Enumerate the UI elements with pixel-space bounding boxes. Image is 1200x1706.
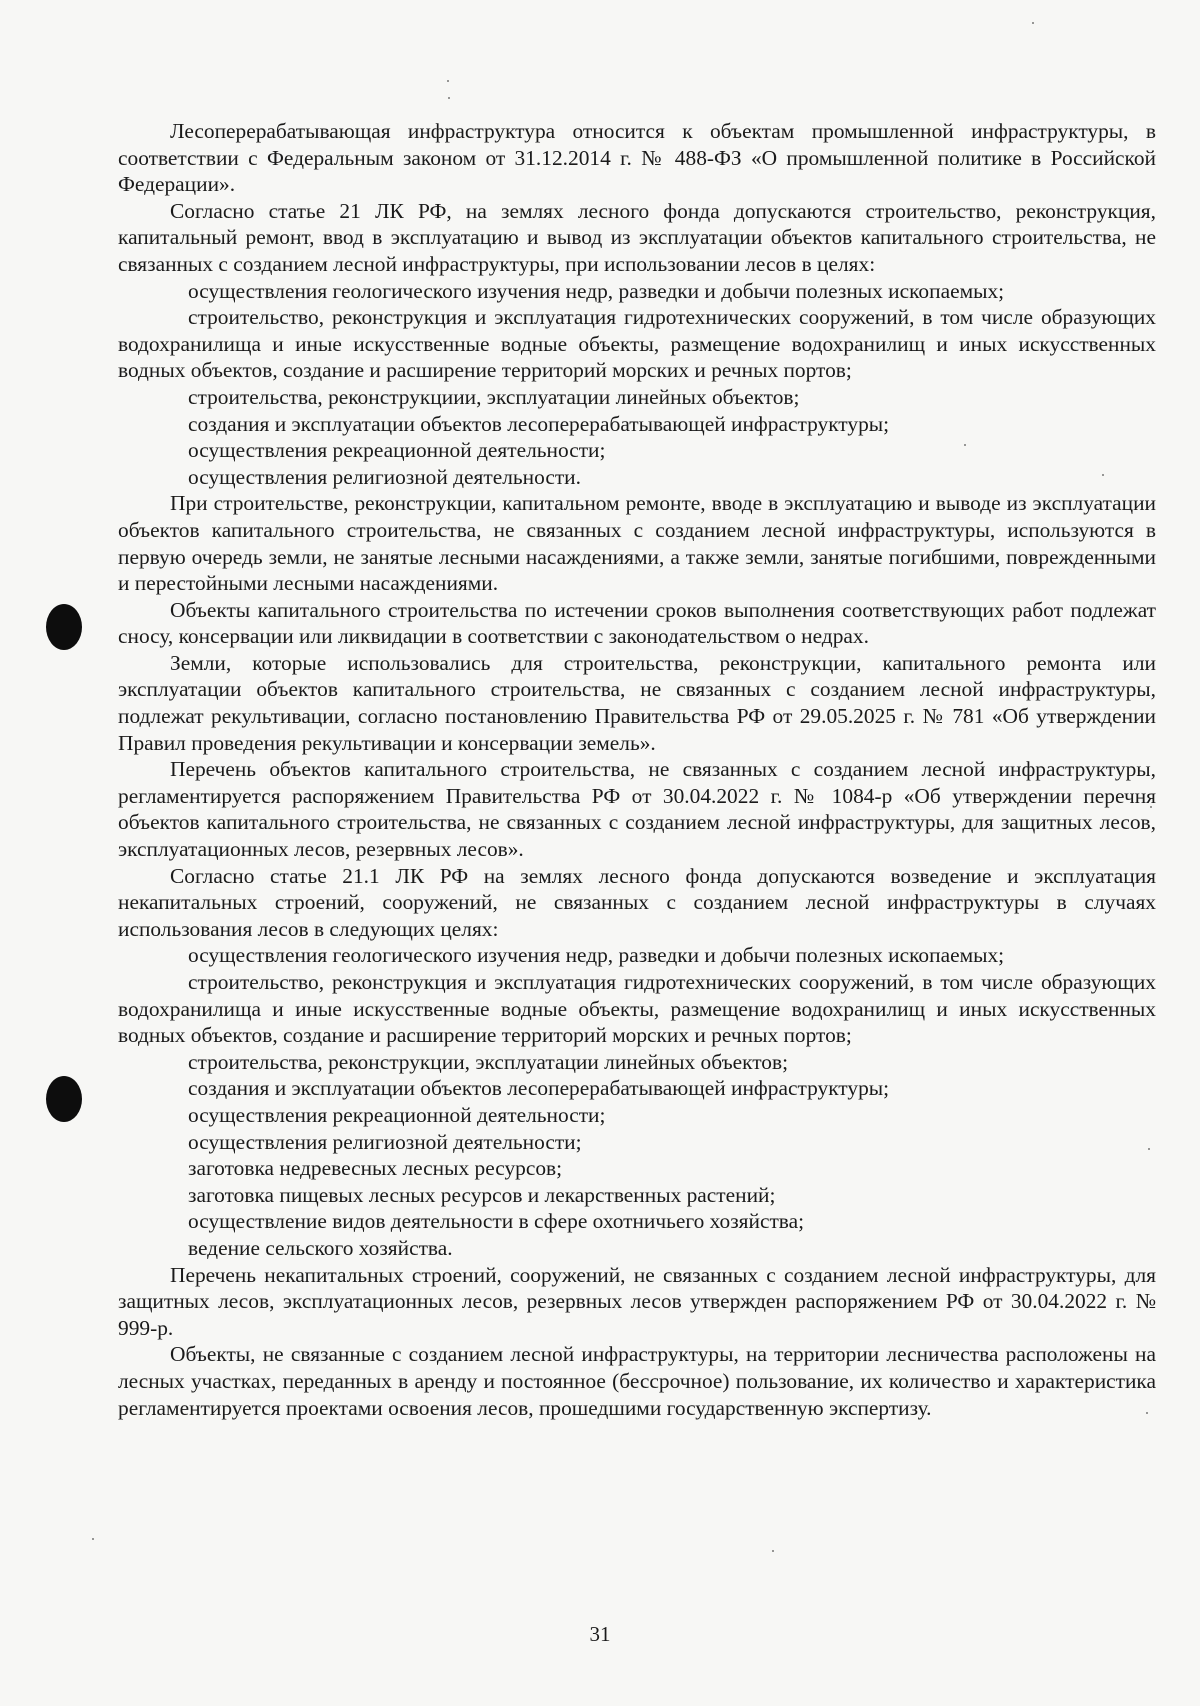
- paragraph: Согласно статье 21.1 ЛК РФ на землях лесного фонда допускаются возведение и эксплуатация некапитальных строений, сооружений, не связанных с созданием лесной инфраструктуры в случаях использования лесов в следующих целях:: [118, 863, 1156, 941]
- paragraph: При строительстве, реконструкции, капитальном ремонте, вводе в эксплуатацию и выводе из эксплуатации объектов капитального строительства, не связанных с созданием лесной инфраструктуры, используются в первую очередь земли, не занятые лесными насаждениями, а также земли, занятые погибшими, поврежденными и перестойными лесными насаждениями.: [118, 491, 1156, 596]
- list-item: создания и эксплуатации объектов лесоперерабатывающей инфраструктуры;: [188, 1076, 890, 1101]
- scan-speck: [448, 97, 450, 99]
- punch-hole: [46, 1076, 82, 1122]
- list-item: строительство, реконструкция и эксплуатация гидротехнических сооружений, в том числе образующих водохранилища и иные искусственные водные объекты, размещение водохранилищ и иных искусственных водных объектов, создание и расширение территорий морских и речных портов;: [118, 305, 1156, 383]
- list-item: осуществление видов деятельности в сфере охотничьего хозяйства;: [188, 1209, 805, 1234]
- page-number: 31: [589, 1622, 611, 1646]
- list-item: заготовка недревесных лесных ресурсов;: [188, 1156, 563, 1181]
- scan-speck: [772, 1550, 774, 1552]
- list-item: ведение сельского хозяйства.: [188, 1235, 453, 1260]
- list-item: создания и эксплуатации объектов лесоперерабатывающей инфраструктуры;: [188, 411, 890, 436]
- list-item: осуществления религиозной деятельности;: [188, 1129, 582, 1154]
- list-item: осуществления геологического изучения недр, разведки и добычи полезных ископаемых;: [188, 278, 1005, 303]
- paragraph: Земли, которые использовались для строительства, реконструкции, капитального ремонта или эксплуатации объектов капитального строительства, не связанных с созданием лесной инфраструктуры, подлежат рекультивации, согласно постановлению Правительства РФ от 29.05.2025 г. № 781 «Об утверждении Правил проведения рекультивации и консервации земель».: [118, 650, 1156, 755]
- scan-speck: [447, 80, 449, 82]
- paragraph: Перечень объектов капитального строительства, не связанных с созданием лесной инфраструктуры, регламентируется распоряжением Правительства РФ от 30.04.2022 г. № 1084-р «Об утверждении перечня объектов капитального строительства, не связанных с созданием лесной инфраструктуры, для защитных лесов, эксплуатационных лесов, резервных лесов».: [118, 757, 1156, 862]
- list-item: строительство, реконструкция и эксплуатация гидротехнических сооружений, в том числе образующих водохранилища и иные искусственные водные объекты, размещение водохранилищ и иных искусственных водных объектов, создание и расширение территорий морских и речных портов;: [118, 970, 1156, 1048]
- document-body: [118, 118, 1156, 1421]
- paragraph: Объекты, не связанные с созданием лесной инфраструктуры, на территории лесничества расположены на лесных участках, переданных в аренду и постоянное (бессрочное) пользование, их количество и характеристика регламентируется проектами освоения лесов, прошедшими государственную экспертизу.: [118, 1342, 1156, 1420]
- list-item: осуществления рекреационной деятельности;: [188, 1102, 606, 1127]
- list-item: заготовка пищевых лесных ресурсов и лекарственных растений;: [188, 1182, 776, 1207]
- scan-speck: [92, 1538, 94, 1540]
- list-item: осуществления религиозной деятельности.: [188, 464, 581, 489]
- paragraph: Перечень некапитальных строений, сооружений, не связанных с созданием лесной инфраструктуры, для защитных лесов, эксплуатационных лесов, резервных лесов утвержден распоряжением РФ от 30.04.2022 г. № 999-р.: [118, 1262, 1156, 1340]
- list-item: осуществления геологического изучения недр, разведки и добычи полезных ископаемых;: [188, 943, 1005, 968]
- paragraph: Лесоперерабатывающая инфраструктура относится к объектам промышленной инфраструктуры, в соответствии с Федеральным законом от 31.12.2014 г. № 488-ФЗ «О промышленной политике в Российской Федерации».: [118, 119, 1156, 197]
- punch-hole: [46, 604, 82, 650]
- list-item: строительства, реконструкции, эксплуатации линейных объектов;: [188, 1049, 789, 1074]
- list-item: осуществления рекреационной деятельности;: [188, 438, 606, 463]
- paragraph: Согласно статье 21 ЛК РФ, на землях лесного фонда допускаются строительство, реконструкция, капитальный ремонт, ввод в эксплуатацию и вывод из эксплуатации объектов капитального строительства, не связанных с созданием лесной инфраструктуры, при использовании лесов в целях:: [118, 198, 1156, 276]
- scan-speck: [1032, 22, 1034, 24]
- paragraph: Объекты капитального строительства по истечении сроков выполнения соответствующих работ подлежат сносу, консервации или ликвидации в соответствии с законодательством о недрах.: [118, 597, 1156, 649]
- list-item: строительства, реконструкциии, эксплуатации линейных объектов;: [188, 384, 800, 409]
